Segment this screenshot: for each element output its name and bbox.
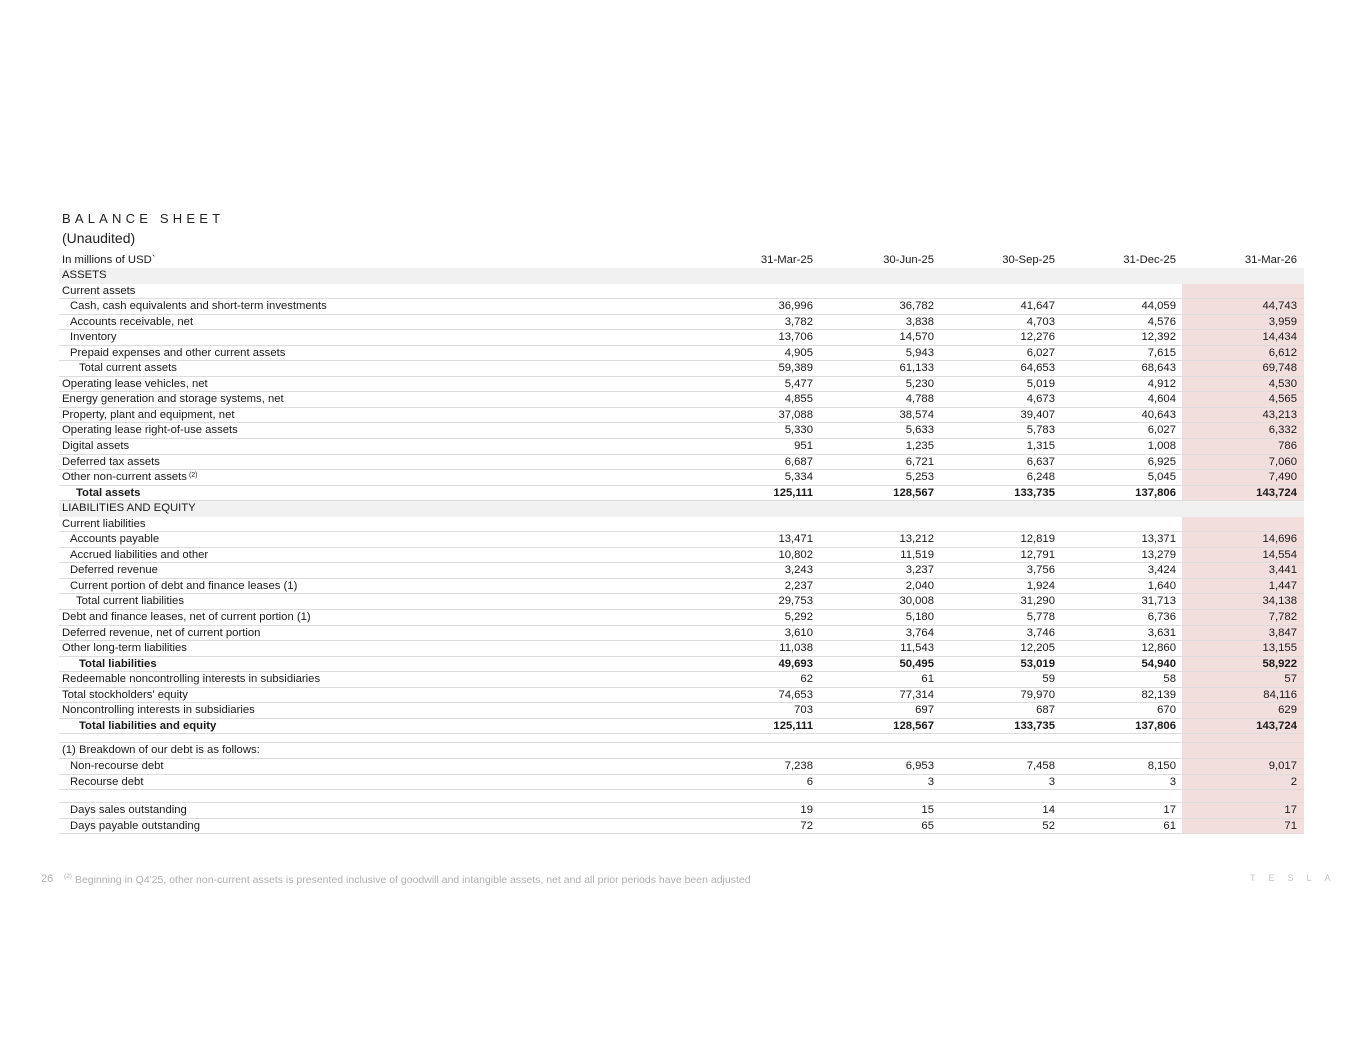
row-value: 44,743 [1262, 300, 1297, 313]
row-value: 3,746 [1026, 626, 1055, 639]
row-value: 4,855 [784, 393, 813, 406]
period-header: 30-Sep-25 [1002, 254, 1055, 266]
row-label-text: Redeemable noncontrolling interests in subsidiaries [62, 673, 321, 686]
table-header-row [59, 252, 1304, 268]
page-title: BALANCE SHEET [62, 211, 225, 226]
table-row [59, 610, 1304, 626]
row-label-text: Accounts payable [70, 533, 160, 546]
row-label [62, 423, 238, 439]
row-label [62, 501, 196, 517]
row-value: 13,155 [1262, 642, 1297, 655]
row-value: 3,764 [905, 626, 934, 639]
row-label [62, 439, 129, 455]
row-value: 34,138 [1262, 595, 1297, 608]
row-label-text: Other long-term liabilities [62, 642, 187, 655]
row-value: 1,315 [1026, 440, 1055, 453]
row-label-text: Energy generation and storage systems, net [62, 393, 284, 406]
row-label-text: Total liabilities and equity [79, 719, 217, 732]
footnote-marker: (2) [64, 873, 72, 880]
row-value: 128,567 [893, 486, 934, 499]
table-row [59, 759, 1304, 775]
row-label [62, 517, 146, 533]
row-value: 17 [1284, 804, 1297, 817]
row-value: 58,922 [1262, 657, 1297, 670]
row-label [62, 284, 135, 300]
row-label [70, 563, 158, 579]
row-value: 36,782 [899, 300, 934, 313]
row-value: 133,735 [1014, 486, 1055, 499]
row-value: 57 [1284, 673, 1297, 686]
row-value: 31,290 [1020, 595, 1055, 608]
row-label [79, 657, 157, 673]
row-value: 3,237 [905, 564, 934, 577]
table-row [59, 819, 1304, 835]
row-value: 125,111 [773, 719, 813, 732]
row-value: 951 [794, 440, 813, 453]
row-value: 52 [1042, 819, 1055, 832]
row-value: 4,576 [1147, 315, 1176, 328]
row-label-text: Deferred revenue [70, 564, 158, 577]
row-value: 36,996 [778, 300, 813, 313]
row-label-text: Accounts receivable, net [70, 315, 194, 328]
row-value: 125,111 [773, 486, 813, 499]
row-value: 41,647 [1020, 300, 1055, 313]
row-value: 43,213 [1262, 408, 1297, 421]
row-label-text: Inventory [70, 331, 117, 344]
table-row [59, 470, 1304, 486]
row-label [62, 610, 311, 626]
row-label [62, 626, 260, 642]
table-body [59, 268, 1304, 834]
row-value: 3,610 [784, 626, 813, 639]
row-value: 14,554 [1262, 548, 1297, 561]
row-value: 7,490 [1268, 471, 1297, 484]
table-row [59, 299, 1304, 315]
row-value: 7,238 [784, 759, 813, 772]
period-header: 31-Mar-26 [1244, 254, 1297, 266]
row-label-text: Property, plant and equipment, net [62, 408, 235, 421]
row-label-text: Accrued liabilities and other [70, 548, 209, 561]
row-value: 7,782 [1268, 611, 1297, 624]
row-value: 29,753 [778, 595, 813, 608]
row-value: 6 [806, 775, 813, 788]
table-row [59, 594, 1304, 610]
row-value: 61,133 [899, 362, 934, 375]
table-row [59, 517, 1304, 533]
row-value: 5,019 [1026, 377, 1055, 390]
row-value: 5,477 [784, 377, 813, 390]
row-value: 68,643 [1141, 362, 1176, 375]
table-row [59, 641, 1304, 657]
row-value: 5,180 [905, 611, 934, 624]
row-value: 143,724 [1256, 486, 1297, 499]
footnote-ref: (2) [188, 472, 198, 480]
row-label [62, 641, 187, 657]
row-value: 4,703 [1026, 315, 1055, 328]
row-value: 5,292 [784, 611, 813, 624]
row-label [70, 330, 116, 346]
row-value: 62 [800, 673, 813, 686]
row-value: 39,407 [1020, 408, 1055, 421]
row-label-text: Operating lease vehicles, net [62, 377, 208, 390]
row-label-text: Recourse debt [70, 775, 144, 788]
row-value: 37,088 [778, 408, 813, 421]
row-value: 74,653 [778, 688, 813, 701]
row-value: 13,371 [1141, 533, 1176, 546]
row-label [62, 268, 107, 284]
row-value: 7,060 [1268, 455, 1297, 468]
table-row [59, 315, 1304, 331]
row-label-text: Days sales outstanding [70, 804, 187, 817]
highlight-column-cell [1182, 743, 1304, 758]
period-header: 31-Dec-25 [1123, 254, 1176, 266]
row-value: 5,334 [784, 471, 813, 484]
row-label-text: Noncontrolling interests in subsidiaries [62, 704, 255, 717]
row-value: 2 [1290, 775, 1297, 788]
row-value: 6,687 [784, 455, 813, 468]
table-row [59, 775, 1304, 791]
row-value: 3 [1048, 775, 1055, 788]
page-number: 26 [41, 873, 54, 885]
table-row [59, 803, 1304, 819]
row-value: 3,424 [1147, 564, 1176, 577]
row-label [70, 548, 208, 564]
row-label-text: Non-recourse debt [70, 759, 164, 772]
row-value: 54,940 [1141, 657, 1176, 670]
row-value: 4,530 [1268, 377, 1297, 390]
row-label [62, 743, 260, 759]
row-value: 3 [927, 775, 934, 788]
row-value: 6,953 [905, 759, 934, 772]
row-value: 5,253 [905, 471, 934, 484]
row-value: 11,519 [900, 548, 934, 561]
row-value: 1,235 [905, 440, 934, 453]
row-label [70, 532, 159, 548]
table-row [59, 268, 1304, 284]
page-subtitle: (Unaudited) [62, 230, 136, 246]
row-value: 82,139 [1141, 688, 1176, 701]
row-label [70, 579, 297, 595]
row-label-text: LIABILITIES AND EQUITY [62, 502, 196, 515]
row-value: 38,574 [899, 408, 934, 421]
row-label [79, 719, 216, 735]
table-row [59, 563, 1304, 579]
row-value: 17 [1163, 804, 1176, 817]
row-value: 64,653 [1020, 362, 1055, 375]
row-value: 4,905 [784, 346, 813, 359]
row-value: 61 [921, 673, 934, 686]
row-value: 53,019 [1020, 657, 1055, 670]
row-label [62, 672, 320, 688]
table-row [59, 346, 1304, 362]
table-row [59, 734, 1304, 743]
row-label-text: Current liabilities [62, 517, 146, 530]
table-row [59, 439, 1304, 455]
row-value: 15 [921, 804, 934, 817]
row-value: 13,212 [899, 533, 934, 546]
row-label-text: Total assets [76, 486, 141, 499]
row-value: 6,721 [905, 455, 934, 468]
row-label-text: (1) Breakdown of our debt is as follows: [62, 744, 260, 757]
row-value: 71 [1284, 819, 1297, 832]
row-value: 65 [921, 819, 934, 832]
row-value: 2,237 [784, 579, 813, 592]
row-value: 4,565 [1268, 393, 1297, 406]
units-label: In millions of USD` [62, 254, 156, 266]
row-value: 14,696 [1262, 533, 1297, 546]
row-value: 703 [794, 704, 813, 717]
row-value: 5,045 [1147, 471, 1176, 484]
row-value: 1,924 [1026, 579, 1055, 592]
row-value: 58 [1163, 673, 1176, 686]
table-row [59, 703, 1304, 719]
row-label-text: Current portion of debt and finance leases (1) [70, 579, 298, 592]
table-row [59, 672, 1304, 688]
row-label [76, 486, 140, 502]
period-header: 30-Jun-25 [883, 254, 934, 266]
row-value: 19 [800, 804, 813, 817]
row-value: 3 [1169, 775, 1176, 788]
table-row [59, 377, 1304, 393]
row-value: 3,631 [1147, 626, 1176, 639]
highlight-column-cell [1182, 517, 1304, 532]
row-value: 8,150 [1147, 759, 1176, 772]
table-row [59, 688, 1304, 704]
row-value: 11,038 [779, 642, 813, 655]
row-value: 1,447 [1268, 579, 1297, 592]
row-label-text: Total current liabilities [76, 595, 184, 608]
table-row [59, 626, 1304, 642]
row-value: 6,612 [1268, 346, 1297, 359]
row-value: 3,243 [784, 564, 813, 577]
row-value: 84,116 [1263, 688, 1297, 701]
row-label-text: Deferred revenue, net of current portion [62, 626, 261, 639]
row-value: 6,027 [1026, 346, 1055, 359]
table-row [59, 392, 1304, 408]
table-row [59, 743, 1304, 759]
row-value: 59,389 [778, 362, 813, 375]
row-label-text: Digital assets [62, 440, 130, 453]
row-label-text: Days payable outstanding [70, 819, 201, 832]
table-row [59, 408, 1304, 424]
row-value: 3,756 [1026, 564, 1055, 577]
row-value: 3,441 [1268, 564, 1297, 577]
row-label-text: Total current assets [79, 362, 177, 375]
row-value: 31,713 [1141, 595, 1176, 608]
row-value: 7,458 [1026, 759, 1055, 772]
row-value: 6,736 [1147, 611, 1176, 624]
row-value: 69,748 [1262, 362, 1297, 375]
row-value: 12,860 [1141, 642, 1176, 655]
row-value: 12,392 [1141, 331, 1176, 344]
row-label-text: Total liabilities [79, 657, 157, 670]
row-label [70, 775, 143, 791]
row-value: 3,847 [1268, 626, 1297, 639]
highlight-column-cell [1182, 734, 1304, 742]
row-value: 44,059 [1141, 300, 1176, 313]
row-value: 128,567 [893, 719, 934, 732]
row-label [70, 759, 164, 775]
table-row [59, 657, 1304, 673]
row-value: 3,838 [905, 315, 934, 328]
row-label-text: Prepaid expenses and other current assets [70, 346, 286, 359]
row-value: 12,276 [1020, 331, 1055, 344]
row-value: 6,248 [1026, 471, 1055, 484]
row-label [62, 408, 235, 424]
row-value: 12,205 [1020, 642, 1055, 655]
table-row [59, 486, 1304, 502]
row-label [62, 377, 208, 393]
row-value: 14 [1042, 804, 1055, 817]
row-label [62, 688, 188, 704]
row-value: 30,008 [899, 595, 934, 608]
table-row [59, 284, 1304, 300]
row-value: 79,970 [1020, 688, 1055, 701]
row-value: 4,912 [1147, 377, 1176, 390]
row-value: 629 [1278, 704, 1297, 717]
footnote [62, 874, 751, 886]
row-label [62, 455, 160, 471]
row-value: 14,434 [1262, 331, 1297, 344]
row-value: 5,778 [1026, 611, 1055, 624]
row-value: 14,570 [899, 331, 934, 344]
period-header: 31-Mar-25 [760, 254, 813, 266]
row-label [79, 361, 177, 377]
table-row [59, 579, 1304, 595]
row-label [70, 315, 193, 331]
row-label [62, 392, 284, 408]
row-value: 13,706 [778, 331, 813, 344]
row-value: 61 [1163, 819, 1176, 832]
row-value: 6,027 [1147, 424, 1176, 437]
row-value: 5,230 [905, 377, 934, 390]
row-value: 50,495 [899, 657, 934, 670]
table-row [59, 330, 1304, 346]
row-value: 137,806 [1135, 486, 1176, 499]
row-label [70, 299, 327, 315]
row-value: 77,314 [899, 688, 934, 701]
row-value: 6,332 [1268, 424, 1297, 437]
row-value: 6,925 [1147, 455, 1176, 468]
row-value: 5,943 [905, 346, 934, 359]
row-value: 5,330 [784, 424, 813, 437]
brand-logo: TESLA [1250, 873, 1344, 883]
row-label-text: Operating lease right-of-use assets [62, 424, 238, 437]
row-label-text: Other non-current assets [62, 471, 187, 484]
row-value: 4,673 [1026, 393, 1055, 406]
row-value: 2,040 [905, 579, 934, 592]
row-value: 7,615 [1147, 346, 1176, 359]
table-row [59, 532, 1304, 548]
row-label [70, 819, 200, 835]
footnote-text: Beginning in Q4'25, other non-current assets is presented inclusive of goodwill and intangible assets, net and all prior periods have been adjusted [74, 874, 751, 886]
row-label-text: Cash, cash equivalents and short-term investments [70, 300, 327, 313]
row-value: 697 [915, 704, 934, 717]
row-label-text: Total stockholders' equity [62, 688, 188, 701]
row-value: 5,783 [1026, 424, 1055, 437]
row-value: 133,735 [1014, 719, 1055, 732]
row-label-text: Current assets [62, 284, 136, 297]
table-row [59, 361, 1304, 377]
row-value: 687 [1036, 704, 1055, 717]
table-row [59, 719, 1304, 735]
row-label-text: Deferred tax assets [62, 455, 160, 468]
row-value: 786 [1278, 440, 1297, 453]
row-label-text: Debt and finance leases, net of current portion (1) [62, 611, 311, 624]
row-value: 10,802 [778, 548, 813, 561]
row-label [76, 594, 184, 610]
highlight-column-cell [1182, 790, 1304, 802]
row-value: 49,693 [778, 657, 813, 670]
row-value: 4,788 [905, 393, 934, 406]
row-value: 4,604 [1147, 393, 1176, 406]
row-value: 1,008 [1147, 440, 1176, 453]
row-value: 59 [1042, 673, 1055, 686]
row-value: 13,279 [1141, 548, 1176, 561]
balance-sheet-table [59, 252, 1304, 834]
row-value: 143,724 [1256, 719, 1297, 732]
row-value: 40,643 [1141, 408, 1176, 421]
table-row [59, 501, 1304, 517]
row-value: 9,017 [1268, 759, 1297, 772]
row-value: 13,471 [778, 533, 813, 546]
row-label [70, 803, 187, 819]
row-value: 11,543 [900, 642, 934, 655]
row-label [62, 703, 255, 719]
row-value: 3,959 [1268, 315, 1297, 328]
row-value: 5,633 [905, 424, 934, 437]
row-value: 670 [1157, 704, 1176, 717]
table-row [59, 548, 1304, 564]
table-row [59, 423, 1304, 439]
row-value: 1,640 [1147, 579, 1176, 592]
highlight-column-cell [1182, 284, 1304, 299]
row-label [62, 470, 198, 486]
row-label [70, 346, 285, 362]
row-value: 72 [800, 819, 813, 832]
row-value: 12,791 [1020, 548, 1055, 561]
row-label-text: ASSETS [62, 269, 107, 281]
row-value: 137,806 [1135, 719, 1176, 732]
table-row [59, 455, 1304, 471]
row-value: 3,782 [784, 315, 813, 328]
row-value: 6,637 [1026, 455, 1055, 468]
row-value: 12,819 [1020, 533, 1055, 546]
table-row [59, 790, 1304, 803]
